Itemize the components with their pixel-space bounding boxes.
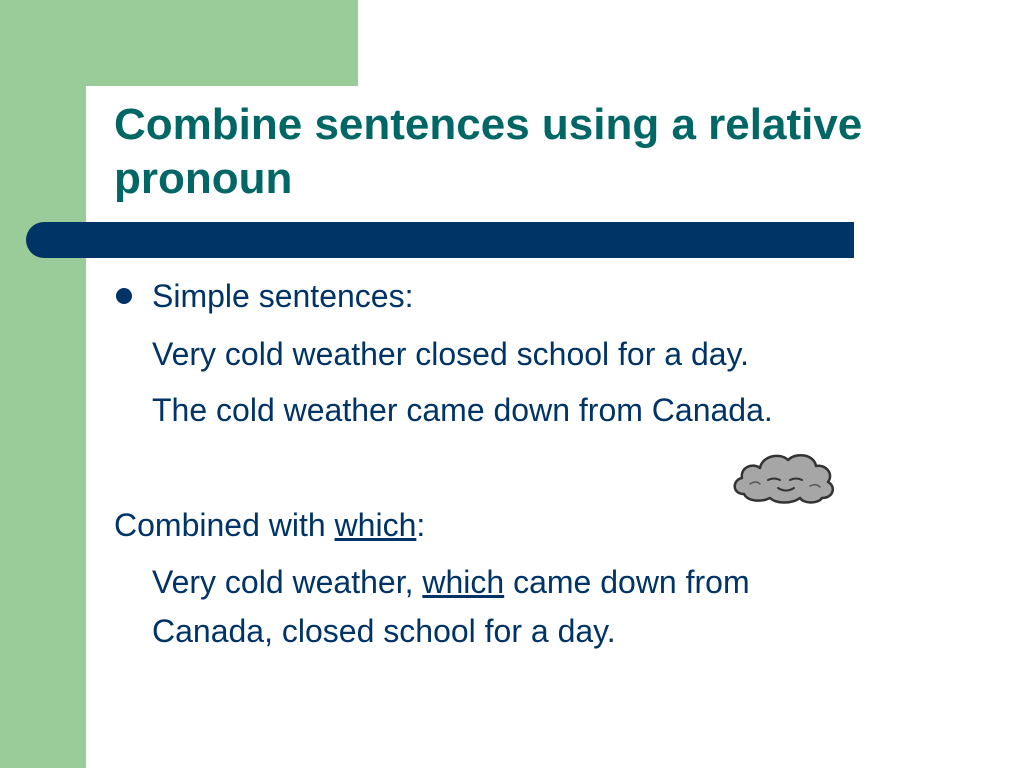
simple-sentence-2: The cold weather came down from Canada. (152, 392, 773, 428)
slide-title: Combine sentences using a relative pronoun (114, 100, 863, 203)
bullet-label: Simple sentences: (152, 278, 414, 314)
combined-suffix: : (416, 507, 426, 543)
simple-sentence-1: Very cold weather closed school for a day. (152, 336, 750, 372)
cloud-icon (730, 450, 838, 506)
decorative-green-sidebar (0, 0, 86, 768)
bullet-icon (116, 288, 132, 304)
decorative-green-header (0, 0, 358, 86)
title-divider-bar (26, 222, 854, 258)
combined-sentence-line-2: Canada, closed school for a day. (152, 613, 616, 649)
combined-keyword: which (334, 507, 417, 543)
combined-sentence-line-1 (152, 563, 750, 601)
combined-prefix: Combined with (114, 507, 335, 543)
combined-heading (114, 506, 425, 544)
combined-sentence-part2: came down from (504, 564, 750, 600)
combined-sentence-keyword: which (422, 564, 505, 600)
combined-sentence-part1: Very cold weather, (152, 564, 423, 600)
